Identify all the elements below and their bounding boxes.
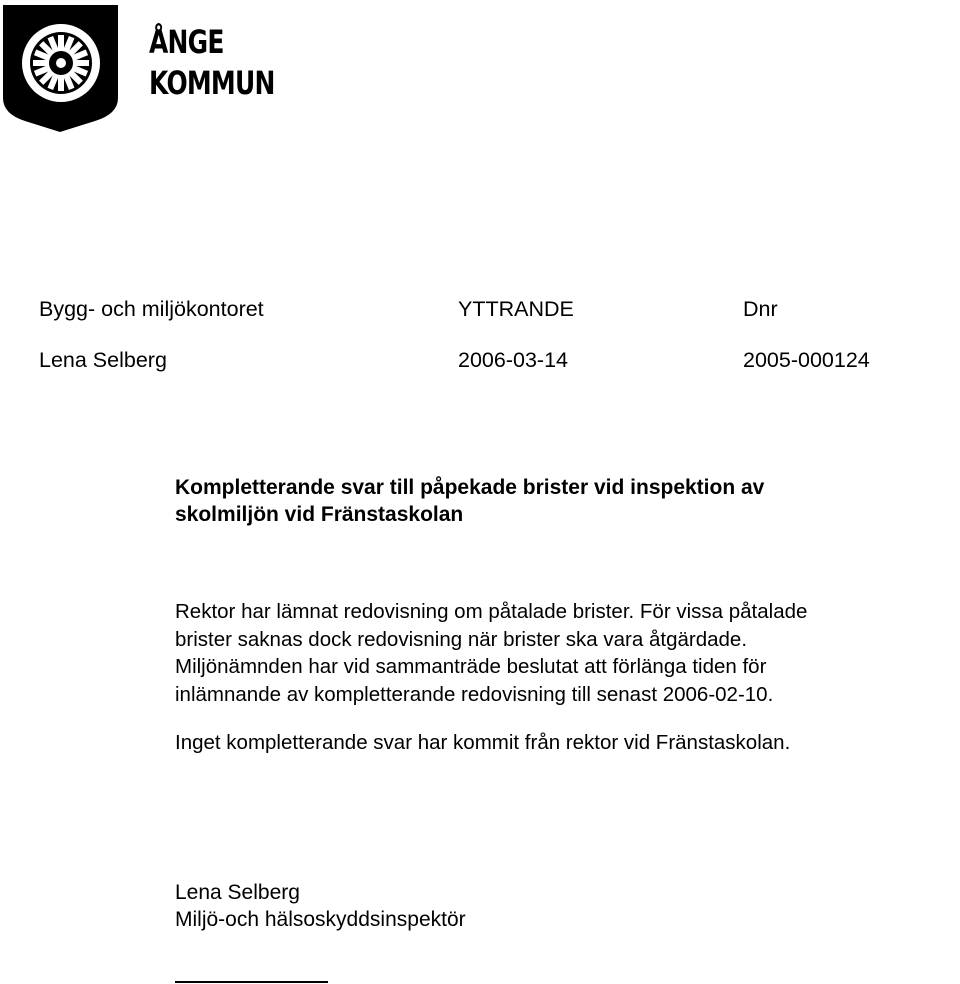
- wheel-crest-icon: [0, 0, 125, 135]
- author: Lena Selberg: [39, 348, 167, 372]
- footer-rule: [175, 981, 328, 983]
- body-paragraph-2: [175, 729, 790, 757]
- paragraph-line: brister saknas dock redovisning när brister ska vara åtgärdade.: [175, 627, 748, 651]
- paragraph-line: Rektor har lämnat redovisning om påtalade brister. För vissa påtalade: [175, 600, 808, 623]
- department: Bygg- och miljökontoret: [39, 297, 264, 321]
- signature-title: Miljö-och hälsoskyddsinspektör: [175, 908, 466, 931]
- municipality-logo: [0, 0, 275, 135]
- document-date: 2006-03-14: [458, 348, 568, 372]
- paragraph-line: Inget kompletterande svar har kommit från rektor vid Fränstaskolan.: [175, 731, 791, 754]
- dnr-number: 2005-000124: [743, 348, 870, 372]
- document-type: YTTRANDE: [458, 297, 574, 321]
- municipality-name-line2: KOMMUN: [149, 64, 275, 102]
- paragraph-line: Miljönämnden har vid sammanträde beslutat att förlänga tiden för: [175, 655, 767, 678]
- municipality-name-line1: ÅNGE: [149, 23, 224, 61]
- subject-line: Kompletterande svar till påpekade brister vid inspektion av: [175, 476, 765, 499]
- subject-line: skolmiljön vid Fränstaskolan: [175, 503, 464, 526]
- signature-block: [175, 879, 466, 933]
- dnr-label: Dnr: [743, 297, 778, 321]
- document-subject: [175, 474, 764, 528]
- paragraph-line: inlämnande av kompletterande redovisning till senast 2006-02-10.: [175, 682, 774, 706]
- body-paragraph-1: [175, 598, 807, 708]
- signature-name: Lena Selberg: [175, 881, 300, 904]
- municipality-name: [149, 22, 275, 104]
